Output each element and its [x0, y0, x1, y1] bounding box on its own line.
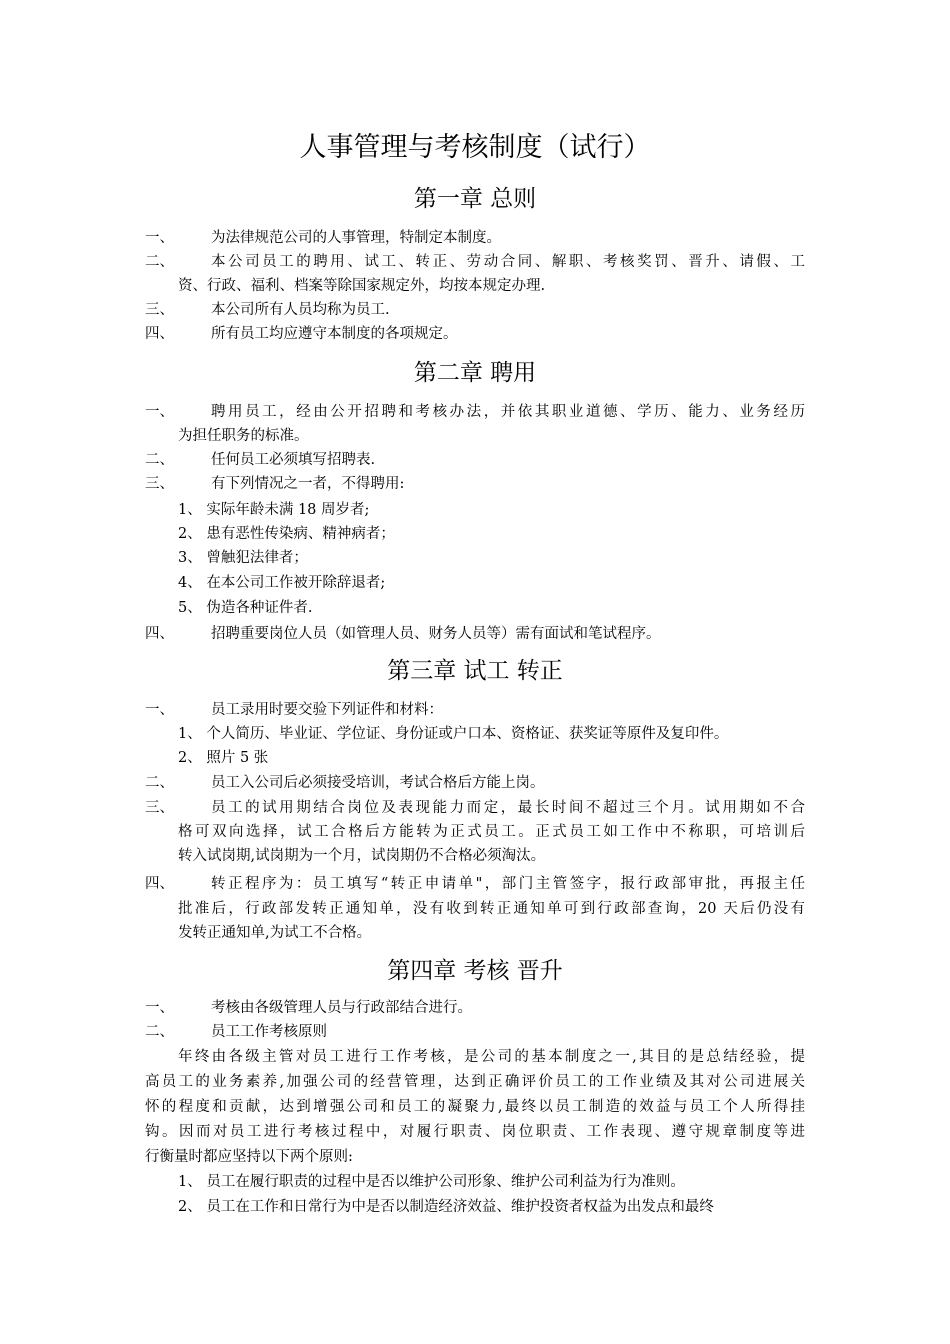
- item-text: 有下列情况之一者，不得聘用:: [211, 476, 405, 492]
- item-number: 二、: [145, 254, 174, 270]
- item-number: 三、: [145, 476, 174, 492]
- paragraph-line: 钩。因而对员工进行考核过程中，对履行职责、岗位职责、工作表现、遵守规章制度等进: [145, 1124, 805, 1140]
- sub-item: 3、 曾触犯法律者；: [178, 550, 308, 566]
- item-text: 员工工作考核原则: [211, 1024, 327, 1040]
- item-number: 一、: [145, 230, 174, 246]
- item-text: 发转正通知单,为试工不合格。: [178, 925, 372, 941]
- chapter-heading: 第四章 考核 晋升: [387, 958, 563, 984]
- item-text: 所有员工均应遵守本制度的各项规定。: [211, 326, 458, 342]
- item-number: 二、: [145, 452, 174, 468]
- item-text: 本公司员工的聘用、试工、转正、劳动合同、解职、考核奖罚、晋升、请假、工: [211, 254, 805, 270]
- sub-item: 1、 实际年龄未满 18 周岁者;: [178, 502, 370, 518]
- item-text: 转入试岗期,试岗期为一个月，试岗期仍不合格必须淘汰。: [178, 848, 546, 864]
- item-text: 员工的试用期结合岗位及表现能力而定，最长时间不超过三个月。试用期如不合: [211, 800, 805, 816]
- sub-item: 1、 个人简历、毕业证、学位证、身份证或户口本、资格证、获奖证等原件及复印件。: [178, 726, 729, 742]
- item-text: 任何员工必须填写招聘表.: [211, 452, 376, 468]
- item-number: 三、: [145, 302, 174, 318]
- item-number: 一、: [145, 702, 174, 718]
- item-text: 格可双向选择，试工合格后方能转为正式员工。正式员工如工作中不称职，可培训后: [178, 824, 805, 840]
- item-text: 考核由各级管理人员与行政部结合进行。: [211, 1000, 472, 1016]
- item-text: 转正程序为：员工填写“转正申请单"，部门主管签字，报行政部审批，再报主任: [211, 876, 805, 892]
- item-text: 本公司所有人员均称为员工.: [211, 302, 390, 318]
- document-title: 人事管理与考核制度（试行）: [299, 132, 651, 163]
- item-number: 四、: [145, 876, 174, 892]
- paragraph-line: 高员工的业务素养,加强公司的经营管理，达到正确评价员工的工作业绩及其对公司进展关: [145, 1074, 805, 1090]
- item-text: 批准后，行政部发转正通知单，没有收到转正通知单可到行政部查询，20 天后仍没有: [178, 901, 805, 917]
- paragraph-line: 行衡量时都应坚持以下两个原则:: [145, 1149, 353, 1165]
- paragraph-line: 年终由各级主管对员工进行工作考核，是公司的基本制度之一,其目的是总结经验，提: [178, 1049, 805, 1065]
- item-number: 三、: [145, 800, 174, 816]
- item-number: 一、: [145, 1000, 174, 1016]
- chapter-heading: 第三章 试工 转正: [387, 658, 563, 684]
- item-text: 资、行政、福利、档案等除国家规定外，均按本规定办理.: [178, 278, 546, 294]
- chapter-heading: 第一章 总则: [413, 186, 537, 212]
- chapter-heading: 第二章 聘用: [413, 360, 537, 386]
- item-number: 二、: [145, 1024, 174, 1040]
- principle-item: 2、 员工在工作和日常行为中是否以制造经济效益、维护投资者权益为出发点和最终: [178, 1199, 714, 1215]
- sub-item: 2、 患有恶性传染病、精神病者；: [178, 526, 395, 542]
- item-number: 四、: [145, 326, 174, 342]
- item-text: 员工录用时要交验下列证件和材料：: [211, 702, 443, 718]
- item-text: 招聘重要岗位人员（如管理人员、财务人员等）需有面试和笔试程序。: [211, 626, 661, 642]
- sub-item: 5、 伪造各种证件者.: [178, 600, 313, 616]
- paragraph-line: 怀的程度和贡献，达到增强公司和员工的凝聚力,最终以员工制造的效益与员工个人所得挂: [145, 1099, 805, 1115]
- sub-item: 4、 在本公司工作被开除辞退者;: [178, 575, 386, 591]
- item-text: 员工入公司后必须接受培训，考试合格后方能上岗。: [211, 775, 545, 791]
- item-text: 为法律规范公司的人事管理，特制定本制度。: [211, 230, 501, 246]
- item-number: 四、: [145, 626, 174, 642]
- principle-item: 1、 员工在履行职责的过程中是否以维护公司形象、维护公司利益为行为准则。: [178, 1174, 685, 1190]
- item-number: 二、: [145, 775, 174, 791]
- item-text: 聘用员工，经由公开招聘和考核办法，并依其职业道德、学历、能力、业务经历: [211, 404, 805, 420]
- item-number: 一、: [145, 404, 174, 420]
- sub-item: 2、 照片 5 张: [178, 750, 269, 766]
- item-text: 为担任职务的标准。: [178, 428, 309, 444]
